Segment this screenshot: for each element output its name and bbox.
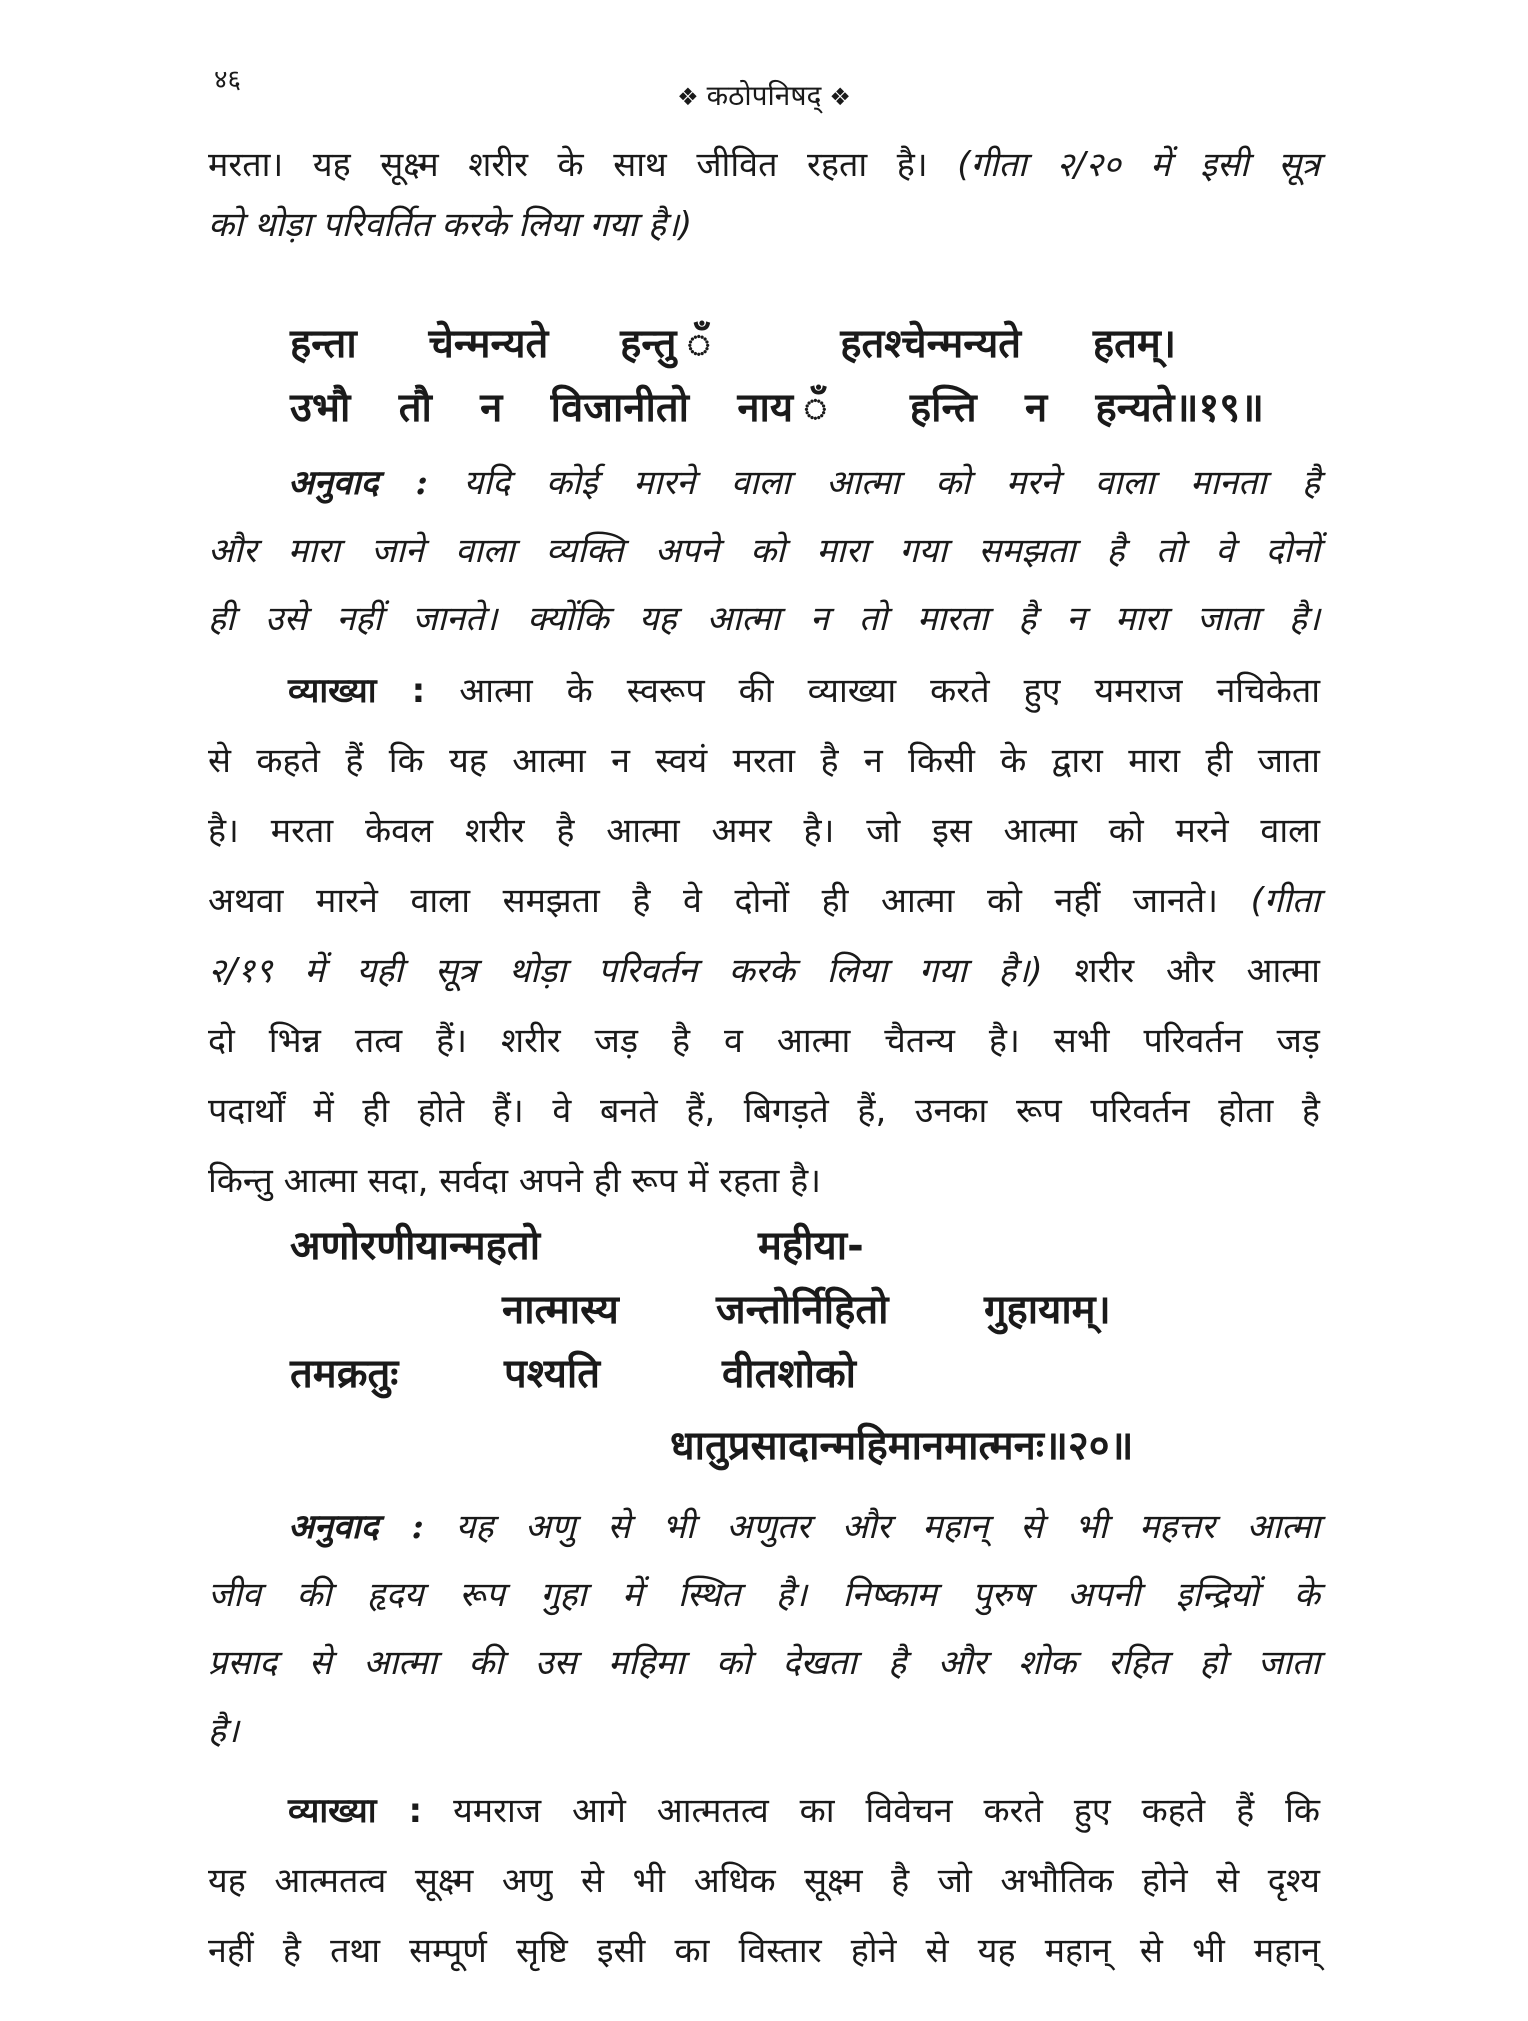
text-line: है। — [208, 1711, 239, 1751]
verse-19-line-2: उभौ तौ न विजानीतो नाय ँ हन्ति न हन्यते॥१९॥ — [290, 385, 1264, 431]
verse-19-line-1: हन्ता चेन्मन्यते हन्तु ँ हतश्चेन्मन्यते हतम्। — [290, 321, 1176, 367]
text-line: है। मरता केवल शरीर है आत्मा अमर है। जो इस आत्मा को मरने वाला — [208, 811, 1320, 851]
text-line: से कहते हैं कि यह आत्मा न स्वयं मरता है न किसी के द्वारा मारा ही जाता — [208, 741, 1320, 781]
verse-20-word: गुहायाम्। — [984, 1287, 1111, 1333]
text-line: प्रसाद से आत्मा की उस महिमा को देखता है और शोक रहित हो जाता — [208, 1643, 1320, 1683]
book-title: कठोपनिषद् — [706, 79, 822, 112]
verse-20-word: अणोरणीयान्महतो — [290, 1223, 541, 1269]
text-line: व्याख्या : आत्मा के स्वरूप की व्याख्या करते हुए यमराज नचिकेता — [288, 671, 1321, 711]
verse-20-word: धातुप्रसादान्महिमानमात्मनः॥२०॥ — [670, 1423, 1134, 1469]
text-line: यह आत्मतत्व सूक्ष्म अणु से भी अधिक सूक्ष्म है जो अभौतिक होने से दृश्य — [208, 1861, 1320, 1901]
text-line: व्याख्या : यमराज आगे आत्मतत्व का विवेचन करते हुए कहते हैं कि — [288, 1791, 1320, 1831]
text-line: पदार्थों में ही होते हैं। वे बनते हैं, बिगड़ते हैं, उनका रूप परिवर्तन होता है — [208, 1091, 1320, 1131]
verse-20-word: नात्मास्य — [502, 1287, 619, 1333]
verse-20-word: जन्तोर्निहितो — [716, 1287, 889, 1333]
verse-20-word: महीया- — [758, 1223, 864, 1269]
verse-20-word: पश्यति — [504, 1351, 601, 1397]
commentary-label: व्याख्या : — [288, 671, 426, 711]
commentary-label: व्याख्या : — [288, 1791, 423, 1831]
running-head — [0, 76, 1528, 114]
page-number: ४६ — [214, 65, 242, 95]
translation-label: अनुवाद : — [288, 463, 428, 503]
ornament-icon: ❖ — [677, 83, 699, 111]
text-line: ही उसे नहीं जानते। क्योंकि यह आत्मा न तो मारता है न मारा जाता है। — [208, 599, 1320, 639]
text-line: अनुवाद : यदि कोई मारने वाला आत्मा को मरने वाला मानता है — [288, 463, 1320, 503]
verse-20-word: तमक्रतुः — [290, 1351, 399, 1397]
verse-20-word: वीतशोको — [722, 1351, 857, 1397]
text-line: जीव की हृदय रूप गुहा में स्थित है। निष्काम पुरुष अपनी इन्द्रियों के — [208, 1575, 1320, 1615]
text-line: २/१९ में यही सूत्र थोड़ा परिवर्तन करके लिया गया है।) शरीर और आत्मा — [208, 951, 1320, 991]
text-line: को थोड़ा परिवर्तित करके लिया गया है।) — [208, 205, 693, 245]
text-line: और मारा जाने वाला व्यक्ति अपने को मारा गया समझता है तो वे दोनों — [208, 531, 1320, 571]
text-line: अथवा मारने वाला समझता है वे दोनों ही आत्मा को नहीं जानते। (गीता — [208, 881, 1320, 921]
ornament-icon: ❖ — [829, 83, 851, 111]
translation-label: अनुवाद : — [288, 1507, 424, 1547]
text-line: मरता। यह सूक्ष्म शरीर के साथ जीवित रहता है। (गीता २/२० में इसी सूत्र — [208, 145, 1320, 185]
text-line: अनुवाद : यह अणु से भी अणुतर और महान् से भी महत्तर आत्मा — [288, 1507, 1321, 1547]
text-line: दो भिन्न तत्व हैं। शरीर जड़ है व आत्मा चैतन्य है। सभी परिवर्तन जड़ — [208, 1021, 1320, 1061]
text-line: किन्तु आत्मा सदा, सर्वदा अपने ही रूप में रहता है। — [208, 1161, 822, 1201]
text-line: नहीं है तथा सम्पूर्ण सृष्टि इसी का विस्तार होने से यह महान् से भी महान् — [208, 1931, 1320, 1971]
